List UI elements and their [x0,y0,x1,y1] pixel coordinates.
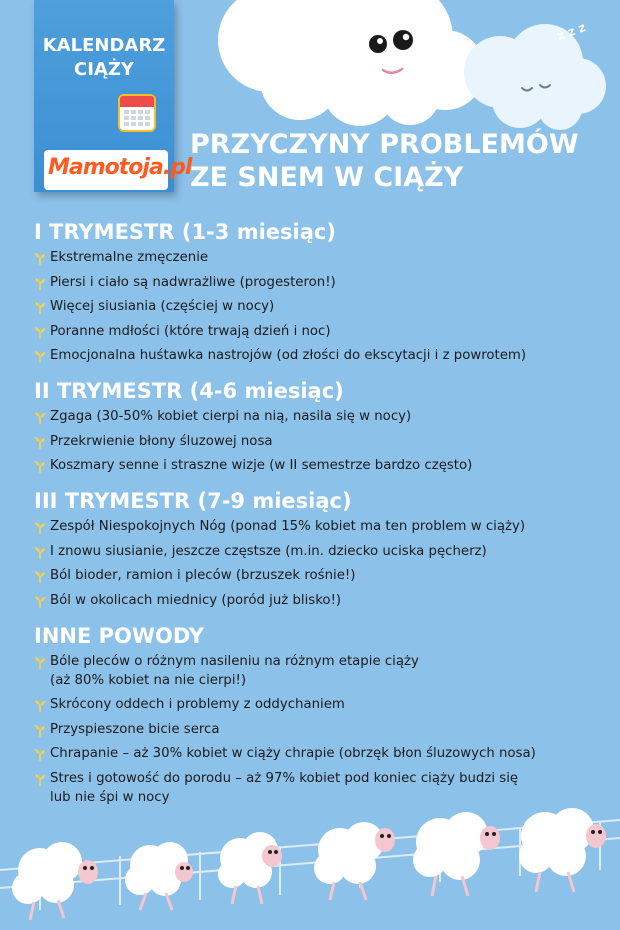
page-title-line1: PRZYCZYNY PROBLEMÓW [190,129,579,160]
list-item [34,322,604,341]
list-item-text: Bóle pleców o różnym nasileniu na różnym etapie ciąży (aż 80% kobiet na nie cierpi!) [50,653,419,688]
smiling-cloud-icon [218,0,485,126]
cause-list [34,652,604,807]
sprout-icon [34,436,46,449]
list-item [34,432,604,451]
sprout-icon [34,748,46,761]
sprout-icon [34,595,46,608]
list-item [34,542,604,561]
sheep-icon [413,812,500,896]
list-item-text: Ból bioder, ramion i pleców (brzuszek rośnie!) [50,568,356,583]
list-item [34,297,604,316]
sprout-icon [34,411,46,424]
sprout-icon [34,699,46,712]
sprout-icon [34,350,46,363]
list-item [34,517,604,536]
cause-list [34,248,604,365]
sprout-icon [34,570,46,583]
list-item [34,720,604,739]
badge-title-line2: CIĄŻY [74,59,134,80]
list-item-text: Koszmary senne i straszne wizje (w II semestrze bardzo często) [50,458,473,473]
list-item-text: Przekrwienie błony śluzowej nosa [50,433,273,449]
page-title-line2: ZE SNEM W CIĄŻY [190,162,464,193]
sleeping-cloud-icon [464,24,606,130]
sprout-icon [34,773,46,786]
list-item-text: Zespół Niespokojnych Nóg (ponad 15% kobiet ma ten problem w ciąży) [50,519,526,534]
list-item [34,346,604,365]
list-item-text: Ból w okolicach miednicy (poród już blisko!) [50,592,342,608]
sprout-icon [34,326,46,339]
sprout-icon [34,277,46,290]
section-trimester-3 [34,487,604,610]
sheep-icon [125,842,193,910]
page-title [190,128,610,194]
list-item-text: Chrapanie – aż 30% kobiet w ciąży chrapie (obrzęk błon śluzowych nosa) [50,746,536,761]
list-item-text: Poranne mdłości (które trwają dzień i noc) [50,323,331,339]
badge-title [34,34,174,82]
section-title: II TRYMESTR (4-6 miesiąc) [34,379,344,403]
list-item [34,744,604,763]
list-item-text: I znowu siusianie, jeszcze częstsze (m.in. dziecko uciska pęcherz) [50,543,487,559]
section-title: INNE POWODY [34,623,204,648]
list-item [34,695,604,714]
causes-content [34,218,604,819]
sprout-icon [34,656,46,669]
section-trimester-2 [34,377,604,475]
section-trimester-1 [34,218,604,365]
list-item [34,248,604,267]
section-other-causes [34,622,604,807]
badge-title-line1: KALENDARZ [42,35,166,56]
sprout-icon [34,460,46,473]
list-item [34,273,604,292]
sprout-icon [34,546,46,559]
calendar-icon [118,94,156,132]
zzz-text: z z z [555,20,588,44]
sheep-icon [519,808,606,892]
sheep-icon [12,842,98,920]
section-title: I TRYMESTR (1-3 miesiąc) [34,220,336,244]
list-item [34,769,604,807]
list-item-text: Piersi i ciało są nadwrażliwe (progesteron!) [50,274,336,290]
logo-text: Mamotoja.pl [48,155,192,180]
sprout-icon [34,724,46,737]
list-item-text: Skrócony oddech i problemy z oddychaniem [50,697,345,712]
sprout-icon [34,301,46,314]
sheep-icon [218,832,282,904]
brand-logo [44,150,192,190]
cause-list [34,517,604,610]
list-item-text: Ekstremalne zmęczenie [50,250,209,265]
list-item [34,566,604,585]
list-item-text: Przyspieszone bicie serca [50,721,220,737]
sprout-icon [34,252,46,265]
list-item-text: Zgaga (30-50% kobiet cierpi na nią, nasila się w nocy) [50,409,412,424]
cause-list [34,407,604,475]
list-item-text: Emocjonalna huśtawka nastrojów (od złości do ekscytacji i z powrotem) [50,348,527,363]
sheep-icon [314,822,395,900]
list-item [34,591,604,610]
list-item-text: Więcej siusiania (częściej w nocy) [50,299,275,314]
section-title: III TRYMESTR (7-9 miesiąc) [34,489,352,513]
list-item [34,456,604,475]
list-item-text: Stres i gotowość do porodu – aż 97% kobiet pod koniec ciąży budzi się lub nie śpi w nocy [50,770,519,805]
sprout-icon [34,521,46,534]
list-item [34,407,604,426]
list-item [34,652,604,690]
